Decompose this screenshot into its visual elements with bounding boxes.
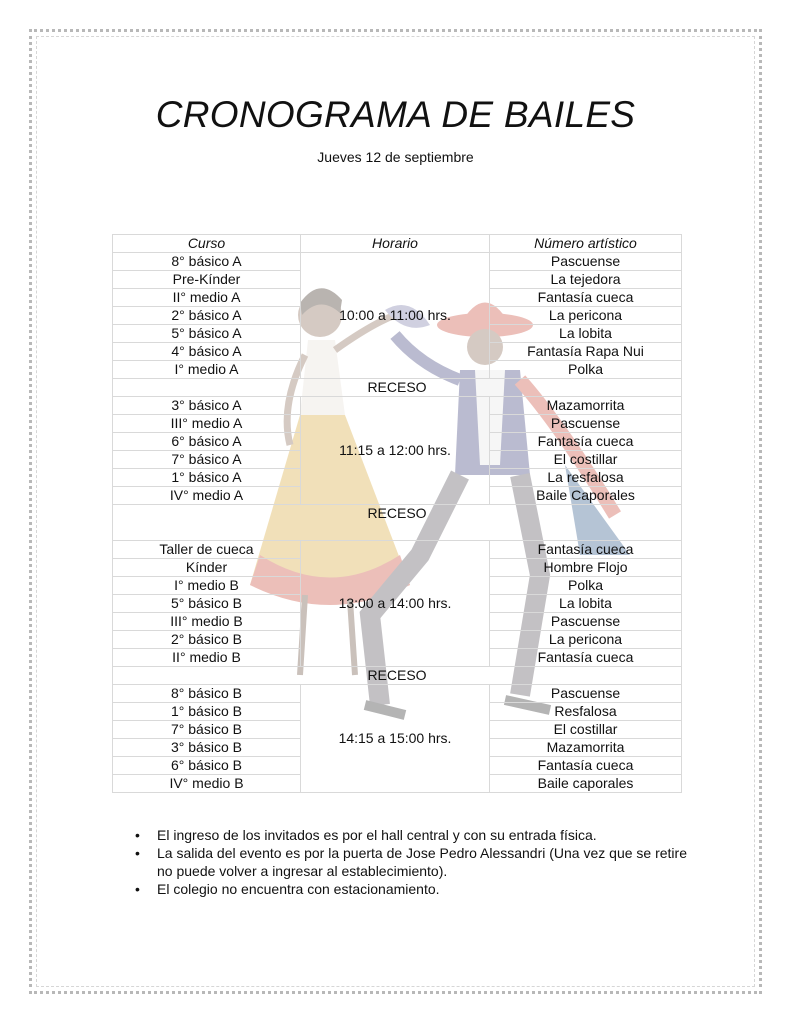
break-row	[113, 667, 682, 685]
numero-cell: Fantasía cueca	[490, 433, 682, 451]
curso-cell: 6° básico B	[113, 757, 301, 775]
horario-cell: 13:00 a 14:00 hrs.	[301, 541, 490, 667]
numero-cell: Resfalosa	[490, 703, 682, 721]
horario-cell: 11:15 a 12:00 hrs.	[301, 397, 490, 505]
table-row	[113, 397, 682, 415]
table-header-row	[113, 235, 682, 253]
break-cell: RECESO	[113, 667, 682, 685]
numero-cell: Mazamorrita	[490, 739, 682, 757]
curso-cell: 7° básico B	[113, 721, 301, 739]
curso-cell: 2° básico B	[113, 631, 301, 649]
curso-cell: 8° básico B	[113, 685, 301, 703]
numero-cell: La lobita	[490, 595, 682, 613]
numero-cell: Pascuense	[490, 415, 682, 433]
numero-cell: Baile Caporales	[490, 487, 682, 505]
curso-cell: I° medio A	[113, 361, 301, 379]
note-item: • El colegio no encuentra con estacionamiento.	[135, 880, 695, 898]
header-curso: Curso	[113, 235, 301, 253]
table-row	[113, 541, 682, 559]
numero-cell: Fantasía cueca	[490, 289, 682, 307]
header-numero: Número artístico	[490, 235, 682, 253]
table-row	[113, 253, 682, 271]
numero-cell: Baile caporales	[490, 775, 682, 793]
numero-cell: Mazamorrita	[490, 397, 682, 415]
curso-cell: IV° medio A	[113, 487, 301, 505]
numero-cell: Pascuense	[490, 685, 682, 703]
horario-cell: 14:15 a 15:00 hrs.	[301, 685, 490, 793]
numero-cell: El costillar	[490, 721, 682, 739]
numero-cell: Fantasía cueca	[490, 757, 682, 775]
numero-cell: Fantasía cueca	[490, 541, 682, 559]
curso-cell: 5° básico A	[113, 325, 301, 343]
curso-cell: III° medio A	[113, 415, 301, 433]
break-row	[113, 505, 682, 541]
header-horario: Horario	[301, 235, 490, 253]
curso-cell: 5° básico B	[113, 595, 301, 613]
break-cell: RECESO	[113, 505, 682, 541]
curso-cell: Pre-Kínder	[113, 271, 301, 289]
page-title: CRONOGRAMA DE BAILES	[155, 94, 636, 135]
notes-list	[135, 826, 695, 898]
page-subtitle: Jueves 12 de septiembre	[317, 149, 474, 165]
numero-cell: Fantasía cueca	[490, 649, 682, 667]
numero-cell: El costillar	[490, 451, 682, 469]
numero-cell: Pascuense	[490, 613, 682, 631]
curso-cell: 3° básico A	[113, 397, 301, 415]
numero-cell: Polka	[490, 361, 682, 379]
numero-cell: La pericona	[490, 631, 682, 649]
curso-cell: I° medio B	[113, 577, 301, 595]
curso-cell: Taller de cueca	[113, 541, 301, 559]
break-cell: RECESO	[113, 379, 682, 397]
horario-cell: 10:00 a 11:00 hrs.	[301, 253, 490, 379]
curso-cell: II° medio B	[113, 649, 301, 667]
curso-cell: II° medio A	[113, 289, 301, 307]
curso-cell: Kínder	[113, 559, 301, 577]
numero-cell: Fantasía Rapa Nui	[490, 343, 682, 361]
break-row	[113, 379, 682, 397]
numero-cell: Hombre Flojo	[490, 559, 682, 577]
curso-cell: 4° básico A	[113, 343, 301, 361]
numero-cell: La resfalosa	[490, 469, 682, 487]
numero-cell: Pascuense	[490, 253, 682, 271]
curso-cell: 8° básico A	[113, 253, 301, 271]
schedule-table	[112, 234, 682, 793]
table-row	[113, 685, 682, 703]
note-item: • La salida del evento es por la puerta de Jose Pedro Alessandri (Una vez que se retire no puede volver a ingresar al establecimiento).	[135, 844, 695, 880]
curso-cell: 1° básico B	[113, 703, 301, 721]
curso-cell: 3° básico B	[113, 739, 301, 757]
numero-cell: La lobita	[490, 325, 682, 343]
numero-cell: La tejedora	[490, 271, 682, 289]
curso-cell: 1° básico A	[113, 469, 301, 487]
curso-cell: 6° básico A	[113, 433, 301, 451]
curso-cell: 2° básico A	[113, 307, 301, 325]
note-item: • El ingreso de los invitados es por el hall central y con su entrada física.	[135, 826, 695, 844]
numero-cell: La pericona	[490, 307, 682, 325]
curso-cell: IV° medio B	[113, 775, 301, 793]
numero-cell: Polka	[490, 577, 682, 595]
curso-cell: III° medio B	[113, 613, 301, 631]
curso-cell: 7° básico A	[113, 451, 301, 469]
